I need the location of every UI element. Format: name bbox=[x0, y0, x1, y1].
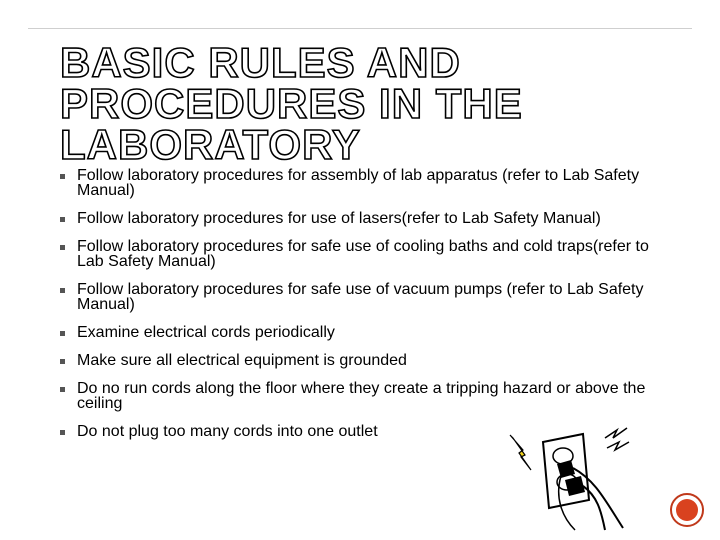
rule-item: Follow laboratory procedures for safe use of vacuum pumps (refer to Lab Safety Manual) bbox=[60, 282, 660, 312]
rule-item: Follow laboratory procedures for use of lasers(refer to Lab Safety Manual) bbox=[60, 211, 660, 226]
slide-title bbox=[60, 39, 620, 168]
rules-list bbox=[60, 168, 660, 452]
nav-circle-icon bbox=[676, 499, 698, 521]
title-line-2: PROCEDURES IN THE bbox=[60, 80, 523, 127]
rule-item: Examine electrical cords periodically bbox=[60, 325, 660, 340]
title-line-1: BASIC RULES AND bbox=[60, 39, 461, 86]
rule-item: Do not plug too many cords into one outlet bbox=[60, 424, 660, 439]
rule-item: Do no run cords along the floor where they create a tripping hazard or above the ceiling bbox=[60, 381, 660, 411]
next-slide-button[interactable] bbox=[670, 493, 704, 527]
overloaded-outlet-icon bbox=[505, 420, 640, 532]
rule-item: Make sure all electrical equipment is grounded bbox=[60, 353, 660, 368]
rule-item: Follow laboratory procedures for safe use of cooling baths and cold traps(refer to Lab Safety Manual) bbox=[60, 239, 660, 269]
spark-icon bbox=[607, 442, 629, 450]
lightning-bolt-icon bbox=[510, 435, 531, 470]
rule-item: Follow laboratory procedures for assembly of lab apparatus (refer to Lab Safety Manual) bbox=[60, 168, 660, 198]
title-line-3: LABORATORY bbox=[60, 121, 361, 168]
spark-icon bbox=[605, 428, 627, 438]
